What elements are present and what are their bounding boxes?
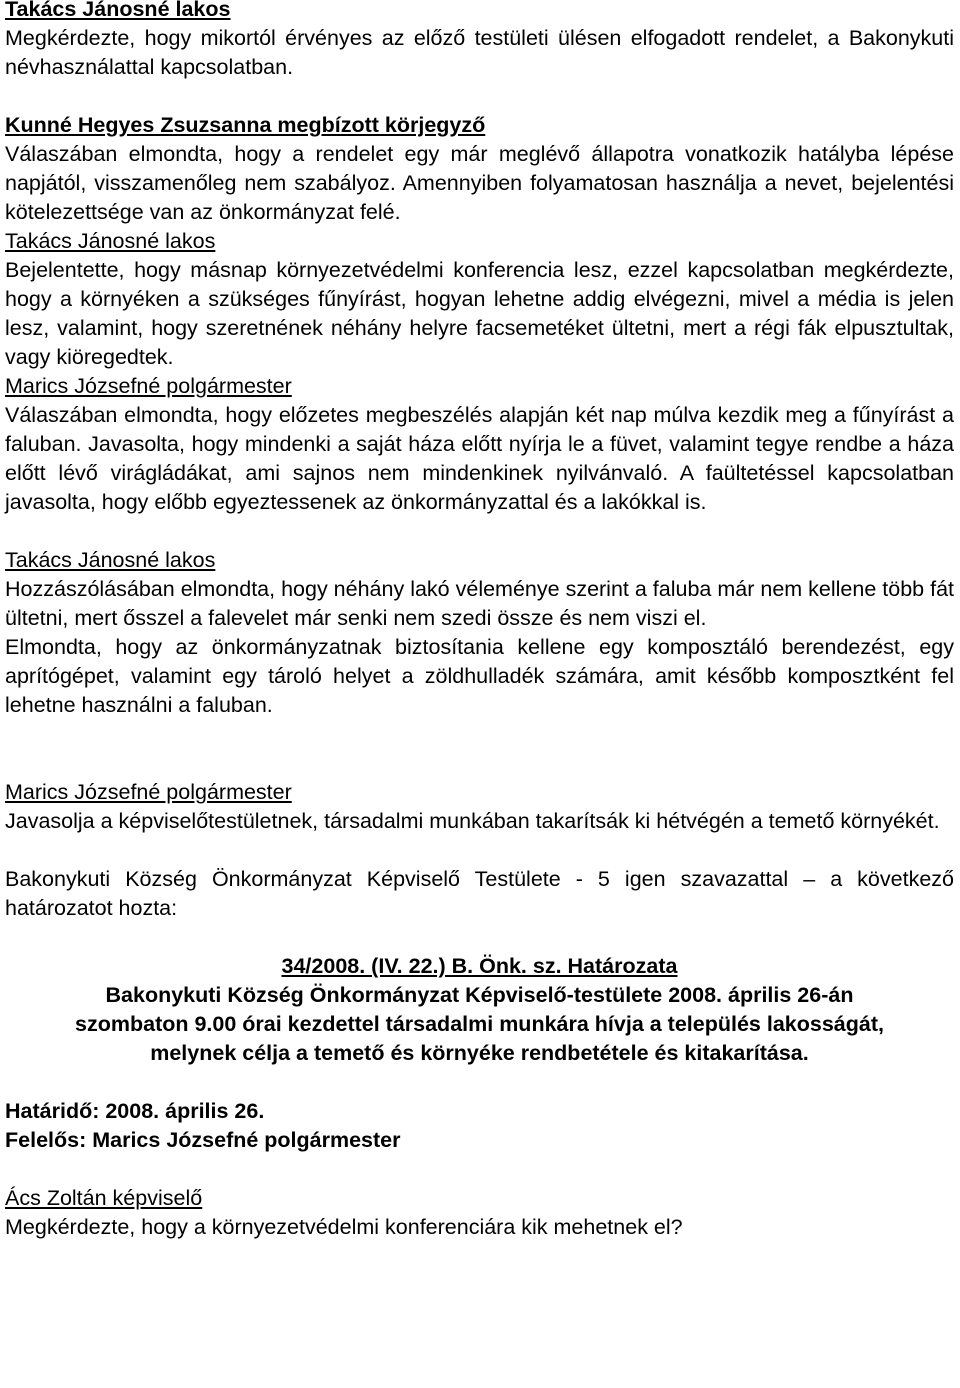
resolution-line: szombaton 9.00 órai kezdettel társadalmi munkára hívja a település lakosságát,	[75, 1012, 884, 1036]
speaker-name: Takács Jánosné lakos	[5, 548, 216, 572]
paragraph: Hozzászólásában elmondta, hogy néhány lakó véleménye szerint a faluba már nem kellene több fát ültetni, mert ősszel a falevelet már senki nem szedi össze és nem viszi el.	[5, 577, 954, 630]
spacer	[5, 720, 954, 778]
speaker-name: Ács Zoltán képviselő	[5, 1186, 203, 1210]
section-7	[5, 1184, 954, 1242]
section-3	[5, 227, 954, 372]
paragraph: Megkérdezte, hogy a környezetvédelmi konferenciára kik mehetnek el?	[5, 1215, 683, 1239]
resolution-line: melynek célja a temető és környéke rendbetétele és kitakarítása.	[150, 1041, 809, 1065]
spacer	[5, 82, 954, 111]
speaker-name: Marics Józsefné polgármester	[5, 780, 292, 804]
spacer	[5, 517, 954, 546]
paragraph: Bejelentette, hogy másnap környezetvédelmi konferencia lesz, ezzel kapcsolatban megkérdezte, hogy a környéken a szükséges fűnyírást, hogyan lehetne addig elvégezni, mivel a média is jelen lesz, valamint, hogy szeretnének néhány helyre facsemetéket ültetni, mert a régi fák elpusztultak, vagy kiöregedtek.	[5, 258, 954, 369]
section-4	[5, 372, 954, 517]
section-5	[5, 546, 954, 720]
paragraph: Válaszában elmondta, hogy a rendelet egy már meglévő állapotra vonatkozik hatályba lépése napjától, visszamenőleg nem szabályoz. Amennyiben folyamatosan használja a nevet, bejelentési kötelezettsége van az önkormányzat felé.	[5, 142, 954, 224]
section-6	[5, 778, 954, 836]
paragraph: Megkérdezte, hogy mikortól érvényes az előző testületi ülésen elfogadott rendelet, a Bakonykuti névhasználattal kapcsolatban.	[5, 26, 954, 79]
spacer	[5, 1068, 954, 1097]
speaker-name: Takács Jánosné lakos	[5, 229, 216, 253]
spacer	[5, 836, 954, 865]
section-2	[5, 111, 954, 227]
vote-section	[5, 865, 954, 923]
speaker-name: Marics Józsefné polgármester	[5, 374, 292, 398]
responsible: Felelős: Marics Józsefné polgármester	[5, 1128, 401, 1152]
paragraph: Válaszában elmondta, hogy előzetes megbeszélés alapján két nap múlva kezdik meg a fűnyírást a faluban. Javasolta, hogy mindenki a saját háza előtt nyírja le a füvet, valamint tegye rendbe a háza előtt lévő virágládákat, ami sajnos nem mindenkinek nyilvánvaló. A faültetéssel kapcsolatban javasolta, hogy előbb egyeztessenek az önkormányzattal és a lakókkal is.	[5, 403, 954, 514]
resolution-line: Bakonykuti Község Önkormányzat Képviselő-testülete 2008. április 26-án	[105, 983, 854, 1007]
resolution-title: 34/2008. (IV. 22.) B. Önk. sz. Határozata	[281, 954, 678, 978]
resolution-block	[5, 952, 954, 1068]
paragraph: Elmondta, hogy az önkormányzatnak biztosítania kellene egy komposztáló berendezést, egy aprítógépet, valamint egy tároló helyet a zöldhulladék számára, amit később komposztként fel lehetne használni a faluban.	[5, 635, 954, 717]
section-1	[5, 0, 954, 82]
spacer	[5, 923, 954, 952]
paragraph: Javasolja a képviselőtestületnek, társadalmi munkában takarítsák ki hétvégén a temető környékét.	[5, 809, 940, 833]
spacer	[5, 1155, 954, 1184]
vote-text: Bakonykuti Község Önkormányzat Képviselő Testülete - 5 igen szavazattal – a következő határozatot hozta:	[5, 867, 954, 920]
speaker-name: Kunné Hegyes Zsuzsanna megbízott körjegyző	[5, 113, 486, 137]
deadline: Határidő: 2008. április 26.	[5, 1099, 265, 1123]
speaker-name: Takács Jánosné lakos	[5, 0, 231, 21]
deadline-block	[5, 1097, 954, 1155]
